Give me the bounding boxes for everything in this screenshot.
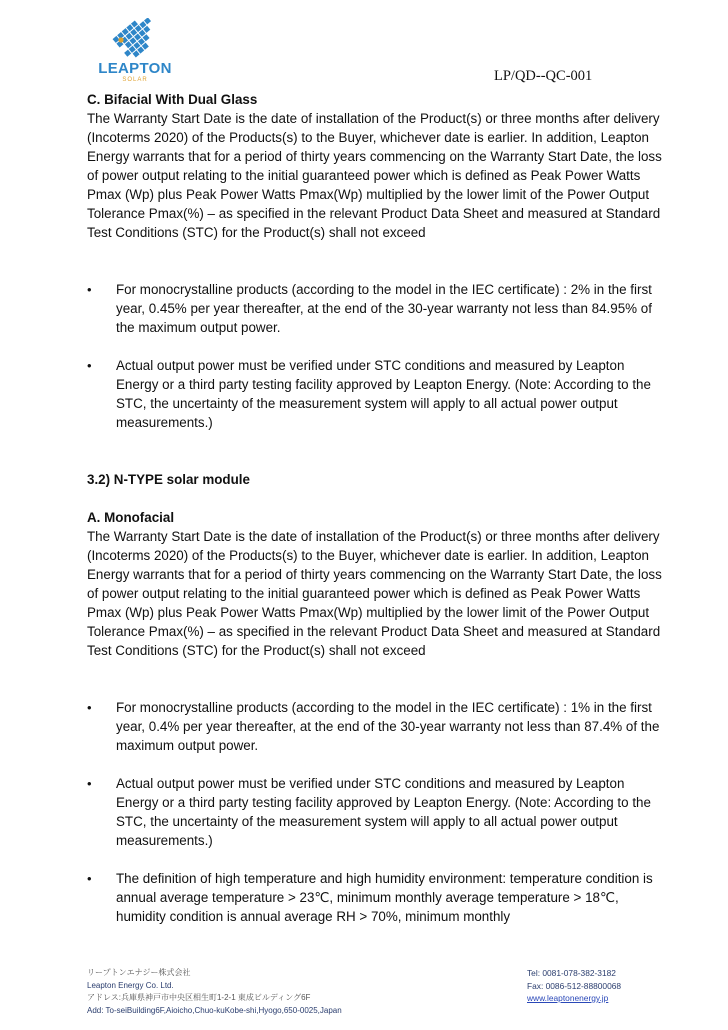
solar-panel-logo-icon [110, 18, 162, 60]
logo-subtext: SOLAR [122, 77, 148, 83]
bullet-text: Actual output power must be verified under STC conditions and measured by Leapton Energy or a third party testing facility approved by Leapton Energy. (Note: According to the STC, the uncertainty of the measurement system will apply to all actual power output measurements.) [116, 776, 651, 848]
logo-wordmark: LEAPTON [98, 60, 172, 77]
section-paragraph: The Warranty Start Date is the date of installation of the Product(s) or three months after delivery (Incoterms 2020) of the Products(s) to the Buyer, whichever date is earlier. In addition, Leapton Energy warrants that for a period of thirty years commencing on the Warranty Start Date, the loss of power output relating to the initial guaranteed power which is defined as Peak Power Watts Pmax (Wp) plus Peak Power Watts Pmax(Wp) multiplied by the lower limit of the Power Output Tolerance Pmax(%) – as specified in the relevant Product Data Sheet and measured at Standard Test Conditions (STC) for the Product(s) shall not exceed [87, 529, 662, 658]
document-body [87, 90, 667, 926]
bullet-item [87, 356, 667, 432]
document-number: LP/QD--QC-001 [494, 68, 593, 84]
bullet-item [87, 869, 667, 926]
address-jp: アドレス:兵庫県神戸市中央区相生町1-2-1 東成ビルディング6F [87, 993, 311, 1002]
bullet-icon: • [87, 776, 92, 791]
company-name-en: Leapton Energy Co. Ltd. [87, 980, 174, 990]
bullet-text: Actual output power must be verified under STC conditions and measured by Leapton Energy or a third party testing facility approved by Leapton Energy. (Note: According to the STC, the uncertainty of the measurement system will apply to all actual power output measurements.) [116, 358, 651, 430]
section-paragraph: The Warranty Start Date is the date of installation of the Product(s) or three months after delivery (Incoterms 2020) of the Products(s) to the Buyer, whichever date is earlier. In addition, Leapton Energy warrants that for a period of thirty years commencing on the Warranty Start Date, the loss of power output relating to the initial guaranteed power which is defined as Peak Power Watts Pmax (Wp) plus Peak Power Watts Pmax(Wp) multiplied by the lower limit of the Power Output Tolerance Pmax(%) – as specified in the relevant Product Data Sheet and measured at Standard Test Conditions (STC) for the Product(s) shall not exceed [87, 111, 662, 240]
bullet-text: The definition of high temperature and high humidity environment: temperature condition is annual average temperature > 23℃, minimum monthly average temperature > 18℃, humidity condition is annual average RH > 70%, minimum monthly [116, 871, 653, 924]
bullet-icon: • [87, 700, 92, 715]
address-en: Add: To-seiBuilding6F,Aioicho,Chuo-kuKobe-shi,Hyogo,650-0025,Japan [87, 1005, 342, 1015]
bullet-icon: • [87, 282, 92, 297]
bullet-item [87, 280, 667, 337]
telephone: Tel: 0081-078-382-3182 [527, 968, 616, 978]
bullet-text: For monocrystalline products (according to the model in the IEC certificate) : 1% in the first year, 0.4% per year thereafter, at the end of the 30-year warranty not less than 87.4% of the maximum output power. [116, 700, 660, 753]
subsection-heading-monofacial: A. Monofacial [87, 510, 175, 525]
footer-company-info [87, 967, 342, 1017]
bullet-icon: • [87, 358, 92, 373]
bullet-item [87, 698, 667, 755]
website-link[interactable]: www.leaptonenergy.jp [527, 993, 609, 1003]
bullet-text: For monocrystalline products (according to the model in the IEC certificate) : 2% in the first year, 0.45% per year thereafter, at the end of the 30-year warranty not less than 84.95% of the maximum output power. [116, 282, 652, 335]
bullet-item [87, 774, 667, 850]
fax: Fax: 0086-512-88800068 [527, 980, 622, 991]
leapton-logo [90, 18, 180, 83]
section-heading-bifacial: C. Bifacial With Dual Glass [87, 92, 258, 107]
company-name-jp: リープトンエナジー株式会社 [87, 968, 191, 977]
bullet-icon: • [87, 871, 92, 886]
section-heading-ntype: 3.2) N-TYPE solar module [87, 472, 250, 487]
footer-contact-info [527, 967, 621, 1005]
